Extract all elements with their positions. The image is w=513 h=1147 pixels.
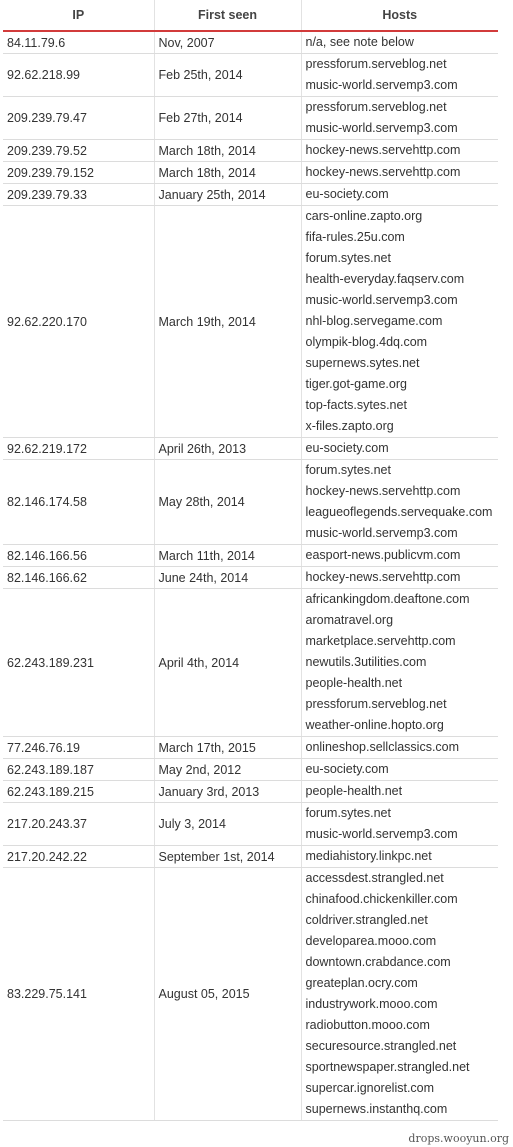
host-name: forum.sytes.net xyxy=(305,251,391,265)
host-name: forum.sytes.net xyxy=(305,806,391,820)
cell-hosts xyxy=(301,140,498,162)
host-name: chinafood.chickenkiller.com xyxy=(305,892,458,906)
host-name: africankingdom.deaftone.com xyxy=(305,592,470,606)
host-name: fifa-rules.25u.com xyxy=(305,230,405,244)
host-name: music-world.servemp3.com xyxy=(305,526,458,540)
host-name: aromatravel.org xyxy=(305,613,394,627)
cell-first-seen: May 28th, 2014 xyxy=(154,460,301,545)
host-name: nhl-blog.servegame.com xyxy=(305,314,443,328)
cell-ip: 209.239.79.52 xyxy=(3,140,154,162)
table-row xyxy=(3,31,498,54)
cell-first-seen: March 19th, 2014 xyxy=(154,206,301,438)
host-name: people-health.net xyxy=(305,676,403,690)
cell-first-seen: Feb 27th, 2014 xyxy=(154,97,301,140)
cell-first-seen: March 11th, 2014 xyxy=(154,545,301,567)
cell-ip: 217.20.242.22 xyxy=(3,846,154,868)
cell-ip: 209.239.79.33 xyxy=(3,184,154,206)
host-name: music-world.servemp3.com xyxy=(305,121,458,135)
cell-hosts xyxy=(301,781,498,803)
host-name: radiobutton.mooo.com xyxy=(305,1018,430,1032)
cell-hosts xyxy=(301,803,498,846)
host-name: hockey-news.servehttp.com xyxy=(305,484,461,498)
host-name: supercar.ignorelist.com xyxy=(305,1081,435,1095)
host-name: coldriver.strangled.net xyxy=(305,913,428,927)
host-name: weather-online.hopto.org xyxy=(305,718,444,732)
table-row xyxy=(3,184,498,206)
host-name: pressforum.serveblog.net xyxy=(305,57,447,71)
cell-first-seen: August 05, 2015 xyxy=(154,868,301,1121)
cell-ip: 209.239.79.152 xyxy=(3,162,154,184)
host-name: industrywork.mooo.com xyxy=(305,997,438,1011)
host-name: downtown.crabdance.com xyxy=(305,955,451,969)
host-name: newutils.3utilities.com xyxy=(305,655,427,669)
cell-hosts xyxy=(301,545,498,567)
table-row xyxy=(3,846,498,868)
cell-hosts xyxy=(301,846,498,868)
cell-hosts xyxy=(301,868,498,1121)
cell-first-seen: Feb 25th, 2014 xyxy=(154,54,301,97)
ip-hosts-table xyxy=(3,0,498,1121)
host-name: mediahistory.linkpc.net xyxy=(305,849,432,863)
table-row xyxy=(3,438,498,460)
cell-ip: 62.243.189.187 xyxy=(3,759,154,781)
table-row xyxy=(3,206,498,438)
cell-first-seen: April 26th, 2013 xyxy=(154,438,301,460)
host-name: top-facts.sytes.net xyxy=(305,398,407,412)
host-name: tiger.got-game.org xyxy=(305,377,407,391)
table-row xyxy=(3,545,498,567)
table-row xyxy=(3,460,498,545)
host-name: people-health.net xyxy=(305,784,403,798)
header-first-seen: First seen xyxy=(154,0,301,31)
cell-ip: 62.243.189.215 xyxy=(3,781,154,803)
cell-ip: 84.11.79.6 xyxy=(3,31,154,54)
host-name: accessdest.strangled.net xyxy=(305,871,444,885)
cell-ip: 82.146.166.62 xyxy=(3,567,154,589)
host-name: greateplan.ocry.com xyxy=(305,976,418,990)
host-name: music-world.servemp3.com xyxy=(305,293,458,307)
host-name: forum.sytes.net xyxy=(305,463,391,477)
host-name: sportnewspaper.strangled.net xyxy=(305,1060,470,1074)
cell-first-seen: March 18th, 2014 xyxy=(154,140,301,162)
cell-first-seen: June 24th, 2014 xyxy=(154,567,301,589)
cell-hosts xyxy=(301,31,498,54)
cell-hosts xyxy=(301,737,498,759)
host-name: supernews.sytes.net xyxy=(305,356,420,370)
table-row xyxy=(3,162,498,184)
host-name: hockey-news.servehttp.com xyxy=(305,165,461,179)
host-name: music-world.servemp3.com xyxy=(305,78,458,92)
host-name: health-everyday.faqserv.com xyxy=(305,272,465,286)
table-row xyxy=(3,140,498,162)
host-name: n/a, see note below xyxy=(305,35,414,49)
host-name: eu-society.com xyxy=(305,441,389,455)
table-row xyxy=(3,781,498,803)
table-row xyxy=(3,759,498,781)
cell-hosts xyxy=(301,54,498,97)
host-name: supernews.instanthq.com xyxy=(305,1102,448,1116)
cell-hosts xyxy=(301,206,498,438)
cell-first-seen: September 1st, 2014 xyxy=(154,846,301,868)
cell-ip: 83.229.75.141 xyxy=(3,868,154,1121)
cell-hosts xyxy=(301,97,498,140)
cell-hosts xyxy=(301,438,498,460)
cell-ip: 62.243.189.231 xyxy=(3,589,154,737)
cell-hosts xyxy=(301,460,498,545)
host-name: securesource.strangled.net xyxy=(305,1039,457,1053)
cell-first-seen: April 4th, 2014 xyxy=(154,589,301,737)
cell-hosts xyxy=(301,184,498,206)
host-name: hockey-news.servehttp.com xyxy=(305,143,461,157)
cell-hosts xyxy=(301,759,498,781)
host-name: cars-online.zapto.org xyxy=(305,209,423,223)
table-row xyxy=(3,567,498,589)
cell-first-seen: Nov, 2007 xyxy=(154,31,301,54)
watermark: drops.wooyun.org xyxy=(408,1132,509,1145)
host-name: leagueoflegends.servequake.com xyxy=(305,505,493,519)
cell-ip: 217.20.243.37 xyxy=(3,803,154,846)
cell-ip: 92.62.219.172 xyxy=(3,438,154,460)
table-row xyxy=(3,589,498,737)
cell-first-seen: July 3, 2014 xyxy=(154,803,301,846)
host-name: pressforum.serveblog.net xyxy=(305,100,447,114)
cell-first-seen: March 17th, 2015 xyxy=(154,737,301,759)
table-body xyxy=(3,31,498,1121)
table-header xyxy=(3,0,498,31)
cell-ip: 92.62.218.99 xyxy=(3,54,154,97)
host-name: marketplace.servehttp.com xyxy=(305,634,456,648)
table-row xyxy=(3,54,498,97)
host-name: eu-society.com xyxy=(305,762,389,776)
host-name: easport-news.publicvm.com xyxy=(305,548,461,562)
cell-first-seen: May 2nd, 2012 xyxy=(154,759,301,781)
host-name: pressforum.serveblog.net xyxy=(305,697,447,711)
cell-ip: 82.146.166.56 xyxy=(3,545,154,567)
host-name: olympik-blog.4dq.com xyxy=(305,335,428,349)
cell-ip: 77.246.76.19 xyxy=(3,737,154,759)
host-name: eu-society.com xyxy=(305,187,389,201)
cell-hosts xyxy=(301,589,498,737)
table-row xyxy=(3,868,498,1121)
cell-hosts xyxy=(301,567,498,589)
header-hosts: Hosts xyxy=(301,0,498,31)
cell-ip: 82.146.174.58 xyxy=(3,460,154,545)
host-name: developarea.mooo.com xyxy=(305,934,437,948)
host-name: music-world.servemp3.com xyxy=(305,827,458,841)
header-ip: IP xyxy=(3,0,154,31)
cell-first-seen: March 18th, 2014 xyxy=(154,162,301,184)
host-name: x-files.zapto.org xyxy=(305,419,394,433)
host-name: onlineshop.sellclassics.com xyxy=(305,740,460,754)
table-row xyxy=(3,803,498,846)
cell-ip: 209.239.79.47 xyxy=(3,97,154,140)
table-row xyxy=(3,737,498,759)
cell-hosts xyxy=(301,162,498,184)
cell-ip: 92.62.220.170 xyxy=(3,206,154,438)
cell-first-seen: January 25th, 2014 xyxy=(154,184,301,206)
table-row xyxy=(3,97,498,140)
cell-first-seen: January 3rd, 2013 xyxy=(154,781,301,803)
host-name: hockey-news.servehttp.com xyxy=(305,570,461,584)
